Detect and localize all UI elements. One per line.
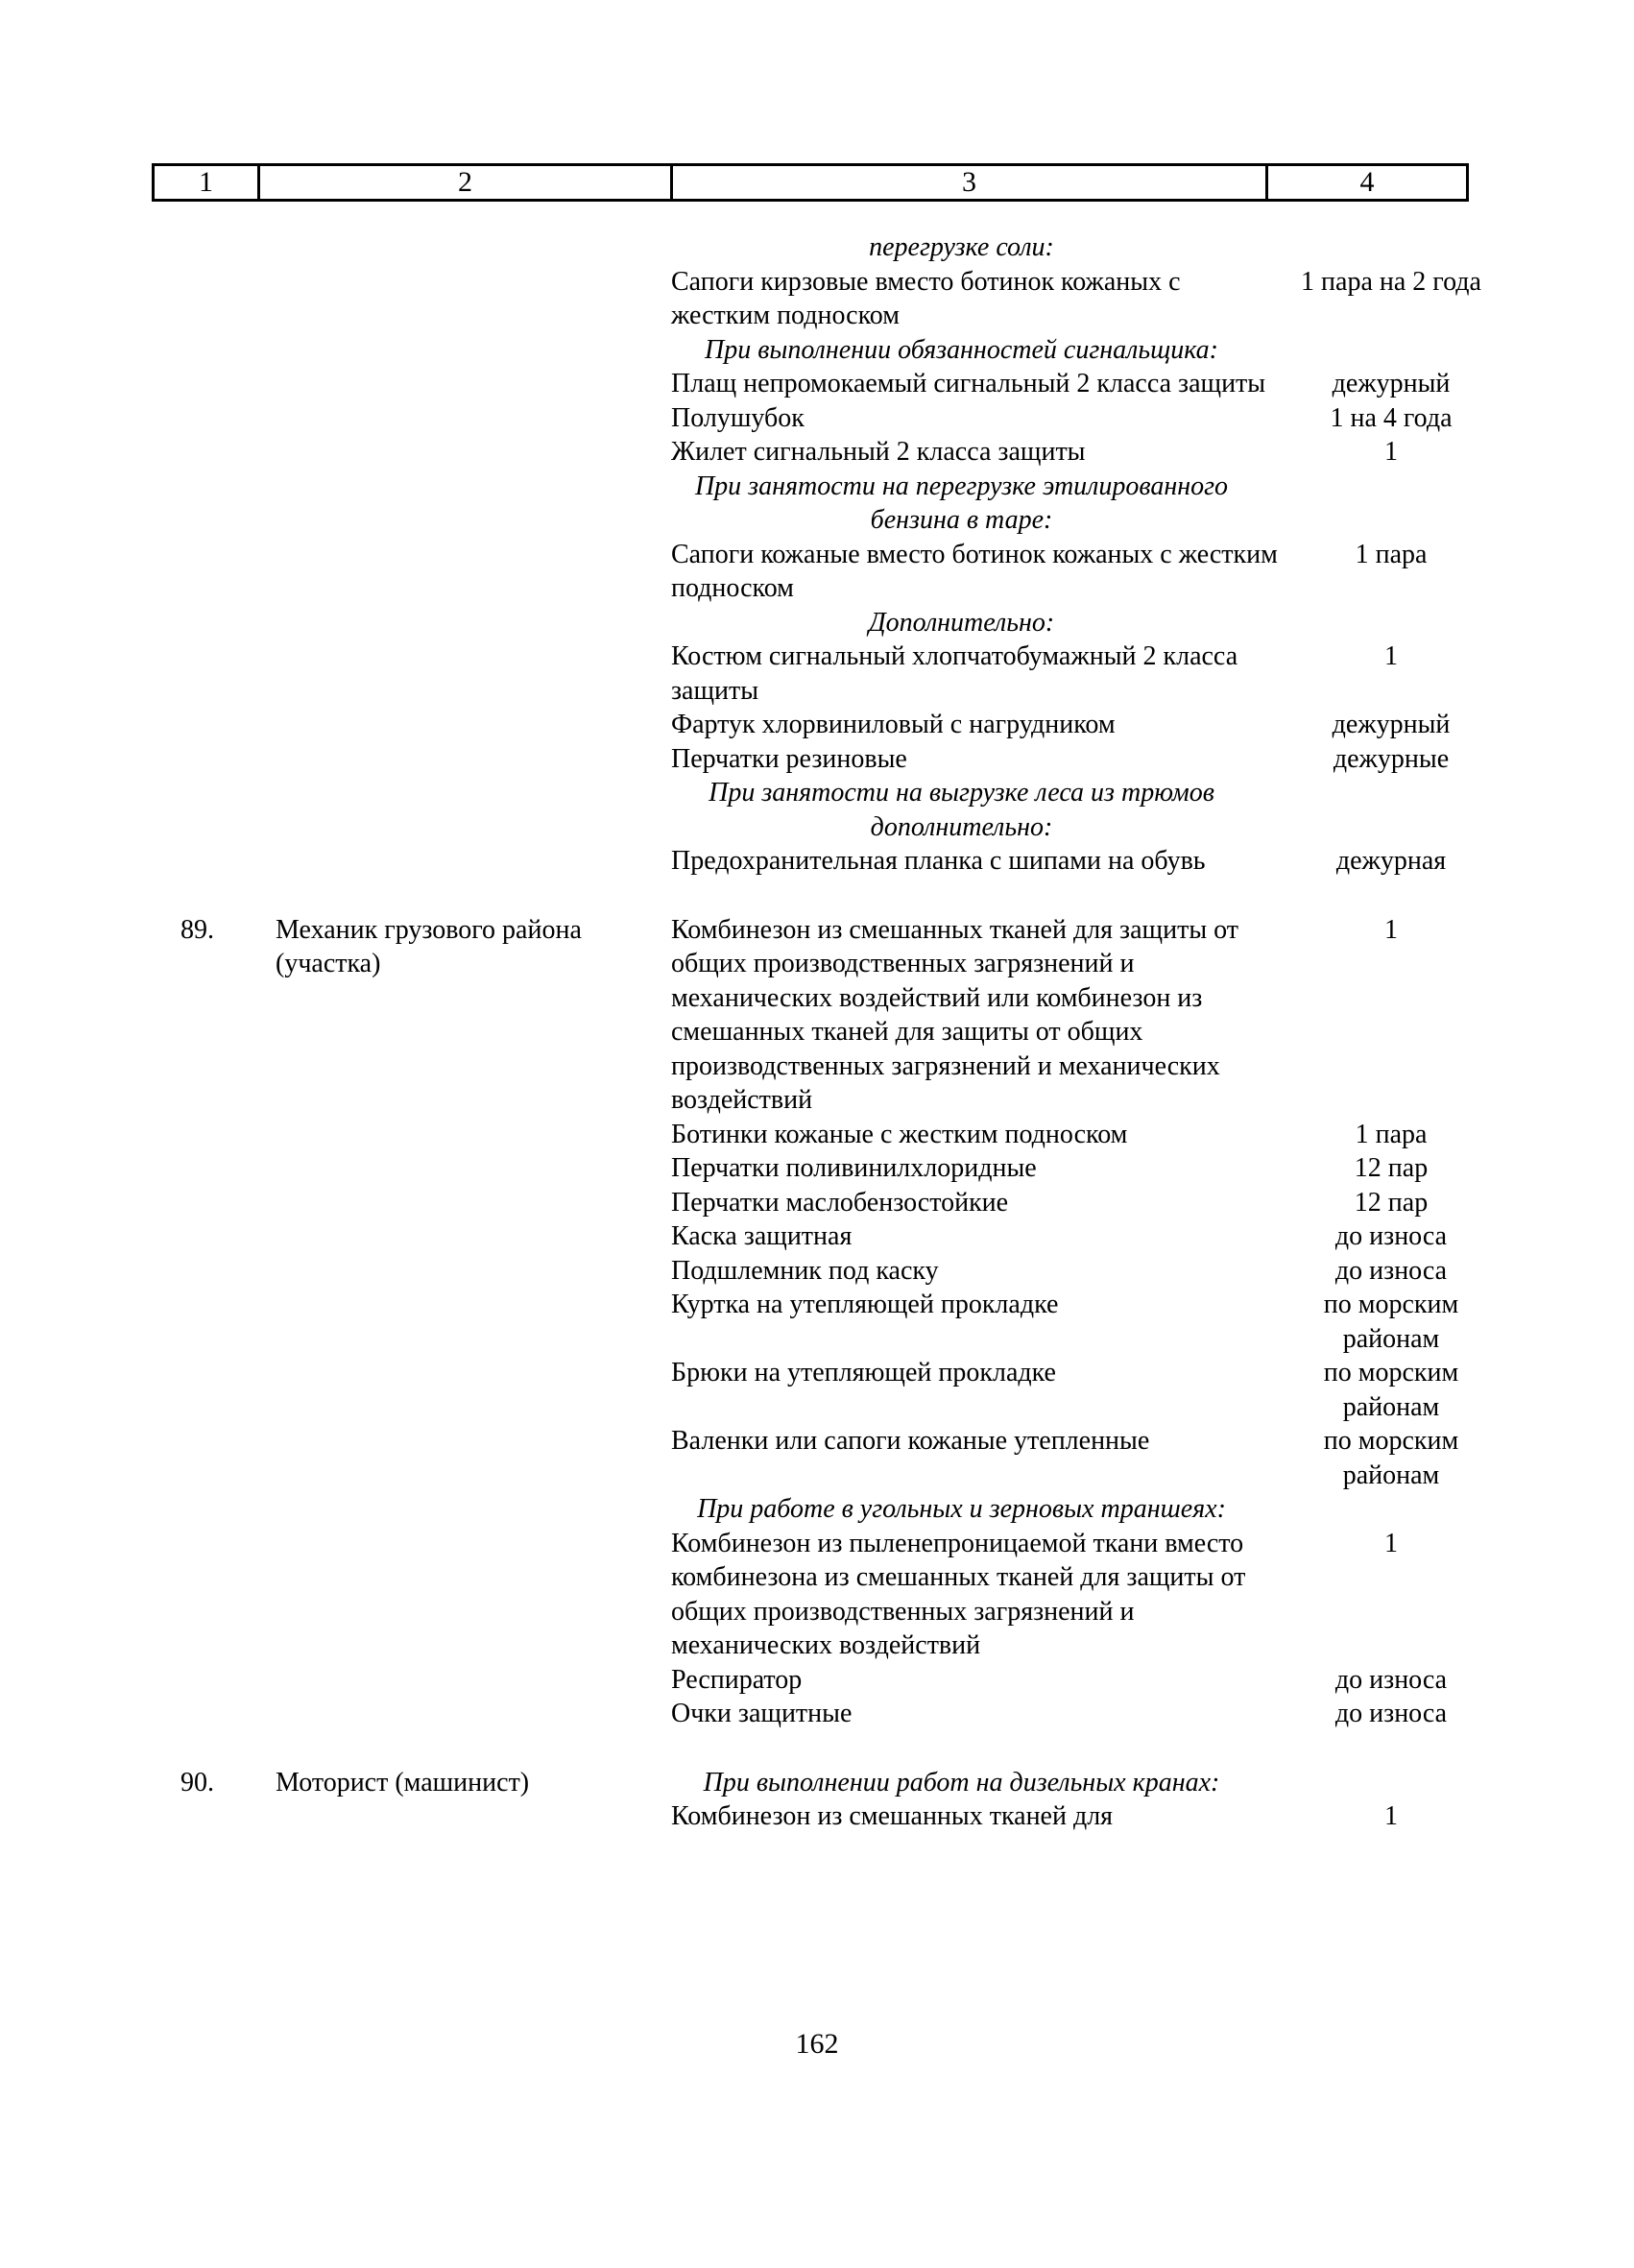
ppe-item-name: Каска защитная: [671, 1221, 853, 1251]
job-title: [276, 401, 671, 436]
issue-norm: [1281, 1766, 1502, 1800]
ppe-item-name: Подшлемник под каску: [671, 1255, 939, 1286]
issue-norm: [1281, 606, 1502, 640]
ppe-item-row: [0, 1151, 1634, 1186]
job-title: [276, 367, 671, 401]
job-title: [276, 470, 671, 538]
job-title: [276, 1118, 671, 1152]
job-title: [276, 1254, 671, 1289]
subsection-heading-row: [0, 1766, 1634, 1800]
item-number: [180, 1527, 276, 1663]
ppe-item-name: Очки защитные: [671, 1699, 853, 1728]
item-number: [180, 742, 276, 777]
ppe-item-row: [0, 1288, 1634, 1356]
job-title: [276, 265, 671, 333]
ppe-item-name: Полушубок: [671, 402, 805, 433]
issue-norm: 1: [1384, 641, 1398, 671]
ppe-item-name: Респиратор: [671, 1664, 803, 1695]
issue-norm: по морским районам: [1323, 1426, 1459, 1490]
ppe-item-name: Ботинки кожаные с жестким подноском: [671, 1119, 1128, 1149]
job-title: [276, 538, 671, 606]
issue-norm: 1: [1384, 1801, 1398, 1831]
ppe-item-row: [0, 1118, 1634, 1152]
ppe-item-row: [0, 1356, 1634, 1424]
item-number: 89.: [180, 914, 214, 945]
issue-norm: 1 на 4 года: [1330, 402, 1453, 433]
issue-norm: 1 пара на 2 года: [1301, 266, 1481, 297]
job-title: [276, 1663, 671, 1698]
ppe-item-name: Предохранительная планка с шипами на обувь: [671, 846, 1206, 876]
item-number: [180, 1356, 276, 1424]
ppe-item-row: [0, 1186, 1634, 1220]
item-number: [180, 367, 276, 401]
ppe-item-row: [0, 1527, 1634, 1663]
job-title: [276, 1219, 671, 1254]
issue-norm: до износа: [1334, 1255, 1448, 1286]
item-number: [180, 538, 276, 606]
ppe-item-row: [0, 1697, 1634, 1731]
subsection-heading: При выполнении работ на дизельных кранах:: [703, 1767, 1220, 1798]
item-number: [180, 470, 276, 538]
subsection-heading-row: [0, 333, 1634, 368]
item-number: 90.: [180, 1767, 214, 1798]
ppe-item-name: Костюм сигнальный хлопчатобумажный 2 класса защиты: [671, 641, 1238, 706]
job-title: [276, 230, 671, 265]
item-number: [180, 606, 276, 640]
item-number: [180, 708, 276, 742]
job-title: [276, 1186, 671, 1220]
issue-norm: до износа: [1334, 1699, 1448, 1728]
issue-norm: 12 пар: [1354, 1187, 1429, 1218]
job-title: [276, 844, 671, 879]
ppe-item-name: Куртка на утепляющей прокладке: [671, 1290, 1059, 1319]
ppe-item-row: [0, 265, 1634, 333]
job-title: [276, 1799, 671, 1834]
issue-norm: [1281, 333, 1502, 368]
item-number: [180, 776, 276, 844]
subsection-heading-row: [0, 776, 1634, 844]
item-number: [180, 1697, 276, 1731]
ppe-item-name: Валенки или сапоги кожаные утепленные: [671, 1426, 1150, 1456]
job-title: [276, 606, 671, 640]
item-number: [180, 230, 276, 265]
job-title: [276, 1527, 671, 1663]
item-number: [180, 333, 276, 368]
subsection-heading: перегрузке соли:: [869, 232, 1054, 262]
item-number: [180, 401, 276, 436]
ppe-item-name: Комбинезон из пыленепроницаемой ткани вместо комбинезона из смешанных тканей для защиты от общих производственных загрязнений и механических воздействий: [671, 1528, 1246, 1660]
ppe-item-name: Плащ непромокаемый сигнальный 2 класса защиты: [671, 369, 1266, 398]
subsection-heading: При занятости на выгрузке леса из трюмов дополнительно:: [709, 778, 1214, 842]
job-title: [276, 435, 671, 470]
ppe-item-row: [0, 435, 1634, 470]
issue-norm: дежурный: [1332, 710, 1451, 739]
ppe-item-row: [0, 913, 1634, 1118]
item-number: [180, 1254, 276, 1289]
issue-norm: по морским районам: [1323, 1290, 1459, 1354]
issue-norm: [1281, 776, 1502, 844]
item-number: [180, 1151, 276, 1186]
column-1-number: 1: [155, 166, 260, 199]
subsection-heading-row: [0, 1492, 1634, 1527]
subsection-heading: При занятости на перегрузке этилированного бензина в таре:: [694, 470, 1229, 535]
issue-norm: дежурный: [1332, 369, 1451, 398]
item-number: [180, 1288, 276, 1356]
issue-norm: [1281, 470, 1502, 538]
job-title: [276, 1151, 671, 1186]
issue-norm: до износа: [1334, 1664, 1448, 1695]
ppe-item-row: [0, 367, 1634, 401]
ppe-item-name: Фартук хлорвиниловый с нагрудником: [671, 710, 1116, 739]
ppe-item-row: [0, 1799, 1634, 1834]
ppe-table-body: [0, 230, 1634, 1834]
ppe-item-row: [0, 742, 1634, 777]
ppe-item-name: Жилет сигнальный 2 класса защиты: [671, 437, 1086, 467]
issue-norm: дежурная: [1335, 846, 1447, 876]
job-title: [276, 1424, 671, 1492]
item-number: [180, 265, 276, 333]
column-number-header: [152, 163, 1469, 202]
ppe-item-row: [0, 708, 1634, 742]
ppe-item-name: Брюки на утепляющей прокладке: [671, 1358, 1056, 1387]
row-spacer: [0, 879, 1634, 913]
ppe-item-row: [0, 639, 1634, 708]
item-number: [180, 435, 276, 470]
item-number: [180, 1186, 276, 1220]
issue-norm: [1281, 230, 1502, 265]
issue-norm: 1: [1384, 1528, 1398, 1558]
subsection-heading-row: [0, 606, 1634, 640]
job-title: [276, 742, 671, 777]
subsection-heading-row: [0, 230, 1634, 265]
job-title: [276, 776, 671, 844]
issue-norm: по морским районам: [1323, 1358, 1459, 1422]
column-2-number: 2: [260, 166, 673, 199]
item-number: [180, 1492, 276, 1527]
issue-norm: до износа: [1334, 1221, 1448, 1251]
subsection-heading-row: [0, 470, 1634, 538]
subsection-heading: При выполнении обязанностей сигнальщика:: [705, 334, 1218, 365]
item-number: [180, 639, 276, 708]
column-4-number: 4: [1359, 166, 1375, 198]
ppe-item-name: Комбинезон из смешанных тканей для: [671, 1801, 1114, 1831]
ppe-item-name: Комбинезон из смешанных тканей для защиты от общих производственных загрязнений и механических воздействий или комбинезон из смешанных тканей для защиты от общих производственных загрязнений и механических воздействий: [671, 914, 1239, 1115]
column-3-number: 3: [673, 166, 1268, 199]
job-title: [276, 639, 671, 708]
item-number: [180, 1424, 276, 1492]
job-title: [276, 1492, 671, 1527]
item-number: [180, 844, 276, 879]
job-title: [276, 333, 671, 368]
job-title: [276, 1356, 671, 1424]
page-number: 162: [795, 2028, 839, 2060]
issue-norm: 12 пар: [1354, 1153, 1429, 1183]
subsection-heading: При работе в угольных и зерновых траншеях:: [697, 1494, 1226, 1524]
issue-norm: 1 пара: [1355, 1119, 1428, 1149]
item-number: [180, 1219, 276, 1254]
ppe-item-row: [0, 1254, 1634, 1289]
ppe-item-row: [0, 1424, 1634, 1492]
ppe-item-name: Перчатки резиновые: [671, 743, 907, 774]
item-number: [180, 1663, 276, 1698]
job-title: Механик грузового района (участка): [276, 914, 582, 978]
ppe-item-row: [0, 1663, 1634, 1698]
issue-norm: дежурные: [1333, 743, 1450, 774]
ppe-item-row: [0, 538, 1634, 606]
item-number: [180, 1799, 276, 1834]
row-spacer: [0, 1731, 1634, 1766]
job-title: [276, 1697, 671, 1731]
job-title: [276, 1288, 671, 1356]
ppe-item-name: Сапоги кожаные вместо ботинок кожаных с жестким подноском: [671, 539, 1278, 603]
ppe-item-row: [0, 401, 1634, 436]
issue-norm: 1: [1384, 914, 1398, 945]
issue-norm: 1: [1384, 437, 1398, 467]
ppe-item-name: Сапоги кирзовые вместо ботинок кожаных с жестким подноском: [671, 266, 1181, 330]
issue-norm: [1281, 1492, 1502, 1527]
issue-norm: 1 пара: [1355, 539, 1428, 569]
job-title: [276, 708, 671, 742]
ppe-item-name: Перчатки поливинилхлоридные: [671, 1153, 1037, 1183]
ppe-item-row: [0, 844, 1634, 879]
ppe-item-name: Перчатки маслобензостойкие: [671, 1187, 1009, 1218]
subsection-heading: Дополнительно:: [868, 607, 1055, 638]
ppe-item-row: [0, 1219, 1634, 1254]
job-title: Моторист (машинист): [276, 1767, 530, 1798]
item-number: [180, 1118, 276, 1152]
